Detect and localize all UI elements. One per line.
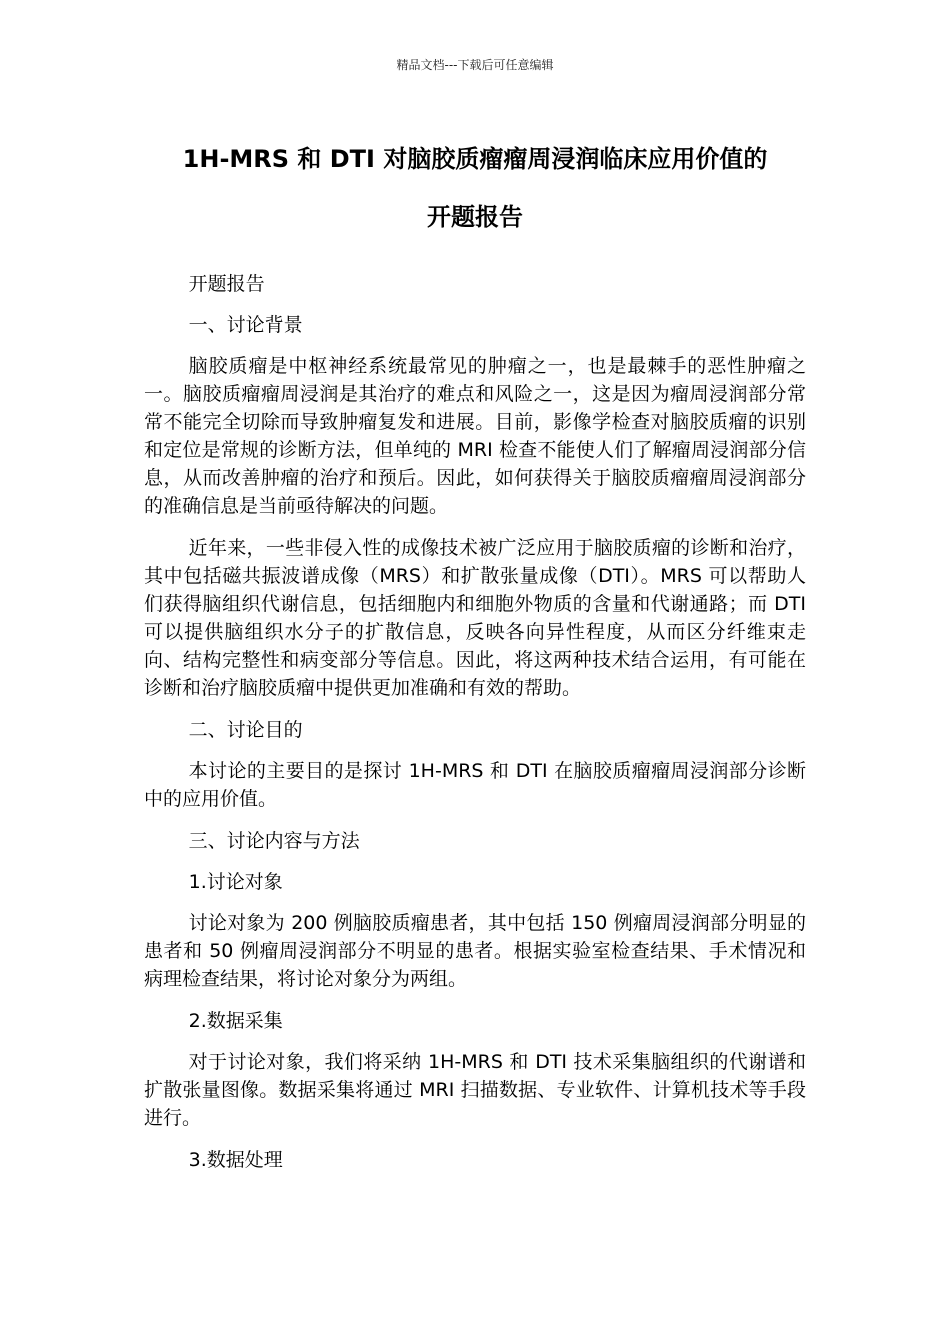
document-title (120, 130, 830, 246)
section-heading-background: 一、讨论背景 (188, 314, 303, 336)
paragraph-purpose: 本讨论的主要目的是探讨 1H-MRS 和 DTI 在脑胶质瘤瘤周浸润部分诊断中的应用价值。 (144, 760, 806, 810)
section-heading-purpose: 二、讨论目的 (188, 719, 303, 741)
section-label: 开题报告 (188, 273, 265, 295)
subheading-subjects: 1.讨论对象 (188, 871, 283, 893)
title-line-2: 开题报告 (427, 203, 523, 231)
paragraph-data-collection: 对于讨论对象，我们将采纳 1H-MRS 和 DTI 技术采集脑组织的代谢谱和扩散张量图像。数据采集将通过 MRI 扫描数据、专业软件、计算机技术等手段进行。 (144, 1051, 806, 1129)
paragraph-subjects: 讨论对象为 200 例脑胶质瘤患者，其中包括 150 例瘤周浸润部分明显的患者和 50 例瘤周浸润部分不明显的患者。根据实验室检查结果、手术情况和病理检查结果，将讨论对象分为两组。 (144, 912, 806, 990)
section-heading-methods: 三、讨论内容与方法 (188, 830, 360, 852)
paragraph-background-1: 脑胶质瘤是中枢神经系统最常见的肿瘤之一，也是最棘手的恶性肿瘤之一。脑胶质瘤瘤周浸润是其治疗的难点和风险之一，这是因为瘤周浸润部分常常不能完全切除而导致肿瘤复发和进展。目前，影像学检查对脑胶质瘤的识别和定位是常规的诊断方法，但单纯的 MRI 检查不能使人们了解瘤周浸润部分信息，从而改善肿瘤的治疗和预后。因此，如何获得关于脑胶质瘤瘤周浸润部分的准确信息是当前亟待解决的问题。 (144, 355, 806, 517)
page-header: 精品文档---下载后可任意编辑 (396, 58, 554, 72)
title-line-1: 1H-MRS 和 DTI 对脑胶质瘤瘤周浸润临床应用价值的 (182, 145, 768, 173)
paragraph-background-2: 近年来，一些非侵入性的成像技术被广泛应用于脑胶质瘤的诊断和治疗，其中包括磁共振波谱成像（MRS）和扩散张量成像（DTI）。MRS 可以帮助人们获得脑组织代谢信息，包括细胞内和细胞外物质的含量和代谢通路；而 DTI 可以提供脑组织水分子的扩散信息，反映各向异性程度，从而区分纤维束走向、结构完整性和病变部分等信息。因此，将这两种技术结合运用，有可能在诊断和治疗脑胶质瘤中提供更加准确和有效的帮助。 (144, 537, 806, 699)
subheading-data-processing: 3.数据处理 (188, 1149, 283, 1171)
subheading-data-collection: 2.数据采集 (188, 1010, 283, 1032)
document-body (144, 270, 806, 1187)
